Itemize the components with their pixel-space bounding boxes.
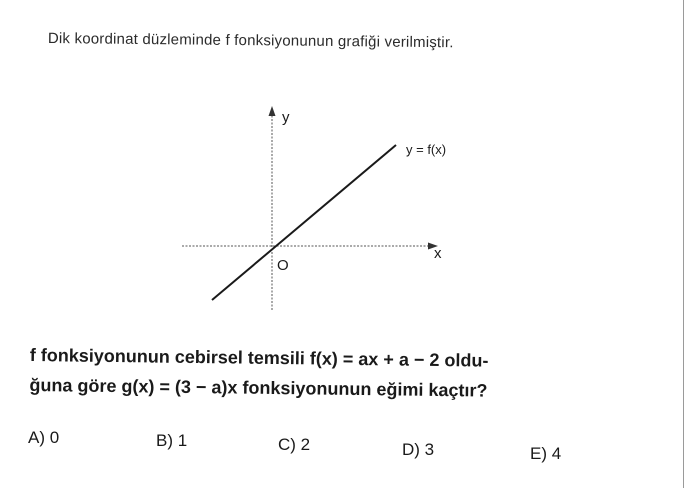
option-b[interactable]: B) 1 xyxy=(156,431,188,450)
y-axis-arrow xyxy=(269,106,276,116)
function-label: y = f(x) xyxy=(406,142,447,157)
option-c[interactable]: C) 2 xyxy=(278,435,311,454)
question-text xyxy=(29,340,650,408)
question-line-2: ğuna göre g(x) = (3 − a)x fonksiyonunun eğimi kaçtır? xyxy=(29,374,488,401)
y-axis-label: y xyxy=(282,109,290,126)
option-e[interactable]: E) 4 xyxy=(530,444,562,463)
x-axis-label: x xyxy=(434,245,442,262)
function-line xyxy=(212,145,396,300)
origin-label: O xyxy=(277,257,289,274)
option-a[interactable]: A) 0 xyxy=(28,428,60,447)
intro-text: Dik koordinat düzleminde f fonksiyonunun grafiği verilmiştir. xyxy=(47,30,454,52)
option-d[interactable]: D) 3 xyxy=(402,440,435,459)
question-line-1: f fonksiyonunun cebirsel temsili f(x) = ax + a − 2 oldu- xyxy=(29,344,489,371)
